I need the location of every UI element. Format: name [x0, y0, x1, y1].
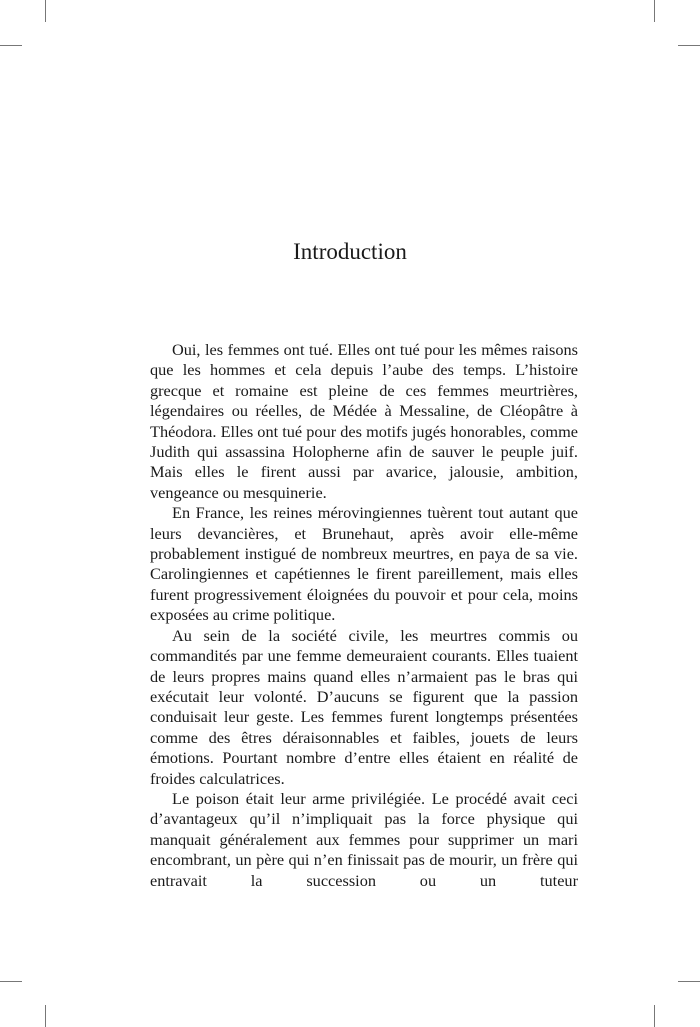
crop-mark-top-left-horizontal: [0, 45, 22, 46]
body-text: [150, 340, 578, 891]
paragraph: Le poison était leur arme privilégiée. Le procédé avait ceci d’avantageux qu’il n’impliquait pas la force physique qui manquait généralement aux femmes pour supprimer un mari encombrant, un père qui n’en finissait pas de mourir, un frère qui entravait la succession ou un tuteur: [150, 788, 578, 890]
crop-mark-top-left-vertical: [45, 0, 46, 22]
crop-mark-bottom-left-vertical: [45, 1005, 46, 1027]
paragraph: Au sein de la société civile, les meurtres commis ou commandités par une femme demeuraient courants. Elles tuaient de leurs propres mains quand elles n’armaient pas le bras qui exécutait leur volonté. D’aucuns se figurent que la passion conduisait leur geste. Les femmes furent longtemps présentées comme des êtres déraisonnables et faibles, jouets de leurs émotions. Pourtant nombre d’entre elles étaient en réalité de froides calculatrices.: [150, 625, 578, 788]
crop-mark-top-right-horizontal: [678, 45, 700, 46]
page-title: Introduction: [293, 239, 407, 264]
crop-mark-bottom-left-horizontal: [0, 981, 22, 982]
crop-mark-bottom-right-vertical: [654, 1005, 655, 1027]
crop-mark-bottom-right-horizontal: [678, 981, 700, 982]
paragraph: En France, les reines mérovingiennes tuèrent tout autant que leurs devancières, et Brunehaut, après avoir elle-même probablement instigué de nombreux meurtres, en paya de sa vie. Carolingiennes et capétiennes le firent pareillement, mais elles furent progressivement éloignées du pouvoir et pour cela, moins exposées au crime politique.: [150, 503, 578, 625]
paragraph: Oui, les femmes ont tué. Elles ont tué pour les mêmes raisons que les hommes et cela depuis l’aube des temps. L’histoire grecque et romaine est pleine de ces femmes meurtrières, légendaires ou réelles, de Médée à Messaline, de Cléopâtre à Théodora. Elles ont tué pour des motifs jugés honorables, comme Judith qui assassina Holopherne afin de sauver le peuple juif. Mais elles le firent aussi par avarice, jalousie, ambition, vengeance ou mesquinerie.: [150, 340, 578, 502]
crop-mark-top-right-vertical: [654, 0, 655, 22]
